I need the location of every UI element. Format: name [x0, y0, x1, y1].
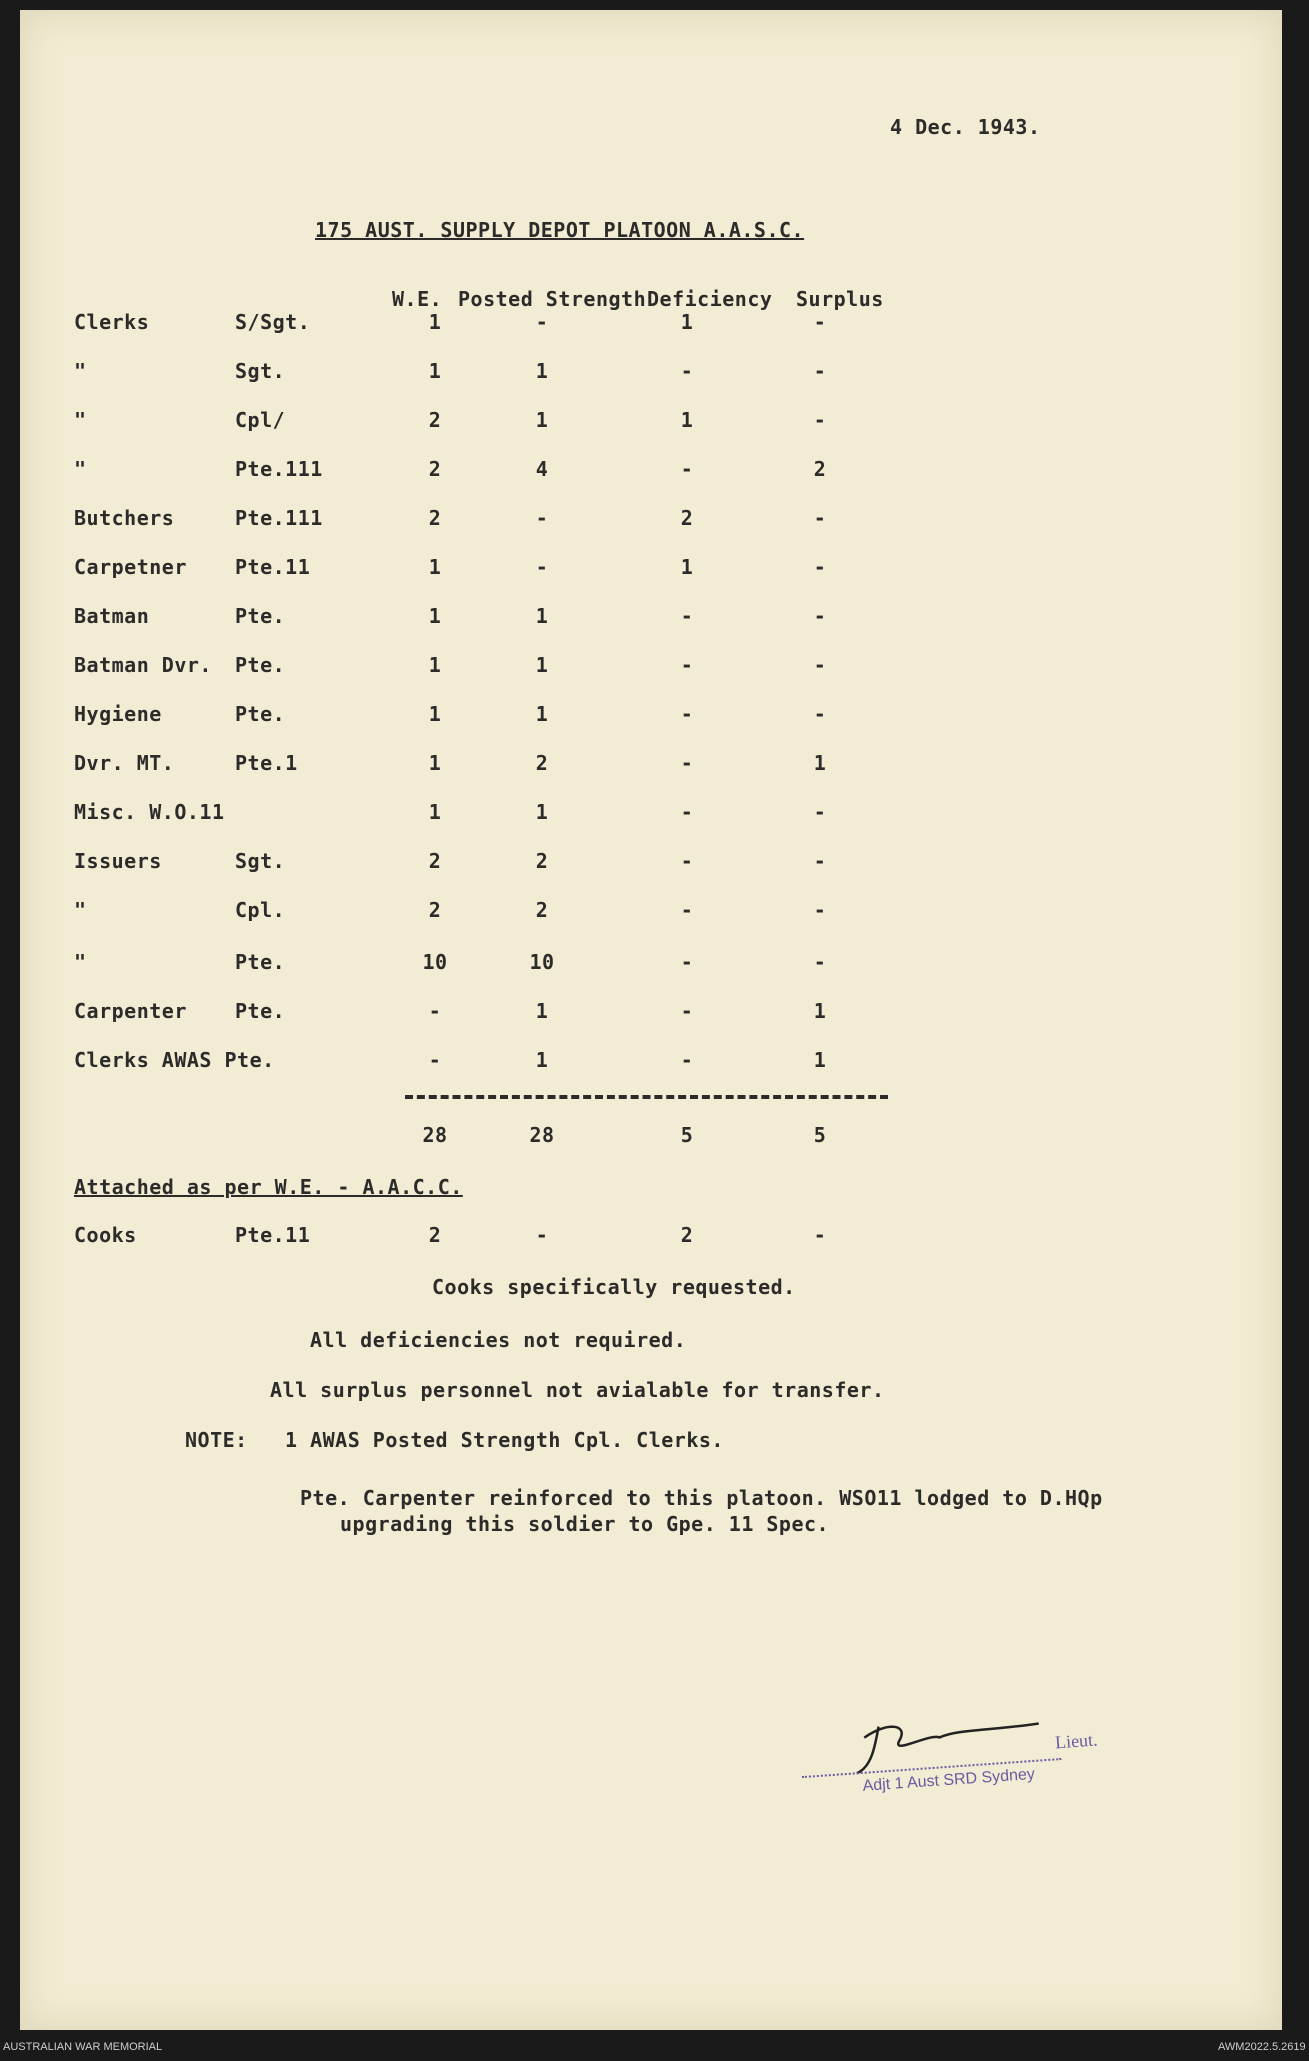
cell-surplus: -	[813, 359, 827, 383]
footer-archive-id: AWM2022.5.2619	[1218, 2041, 1306, 2053]
cell-surplus: -	[813, 800, 827, 824]
cell-deficiency: -	[680, 800, 694, 824]
cell-rank: Sgt.	[235, 849, 286, 873]
total-posted: 28	[529, 1123, 555, 1147]
cell-posted: 1	[535, 702, 549, 726]
cell-rank: Pte.	[235, 702, 286, 726]
header-posted-strength: Posted Strength	[458, 287, 647, 311]
cell-surplus: -	[813, 310, 827, 334]
cell-rank: Cpl/	[235, 408, 286, 432]
cell-posted: -	[535, 310, 549, 334]
cell-trade: Carpenter	[74, 999, 187, 1023]
cell-we: 2	[428, 849, 442, 873]
cell-posted: 1	[535, 800, 549, 824]
cell-posted: 2	[535, 898, 549, 922]
cell-deficiency: -	[680, 898, 694, 922]
note-cooks-requested: Cooks specifically requested.	[432, 1275, 796, 1299]
reinforce-line-1: Pte. Carpenter reinforced to this platoon. WSO11 lodged to D.HQp	[300, 1486, 1103, 1510]
cell-surplus: 1	[813, 999, 827, 1023]
header-deficiency: Deficiency	[647, 287, 773, 311]
cell-posted: 2	[535, 751, 549, 775]
cell-trade: Batman Dvr.	[74, 653, 212, 677]
cell-we: 10	[422, 950, 448, 974]
cell-we: 2	[428, 898, 442, 922]
cell-posted: 2	[535, 849, 549, 873]
footer-archive-name: AUSTRALIAN WAR MEMORIAL	[3, 2041, 163, 2053]
cell-posted: 4	[535, 457, 549, 481]
signature-rank: Lieut.	[1054, 1729, 1099, 1753]
cell-deficiency: -	[680, 653, 694, 677]
document-page	[20, 10, 1282, 2030]
cell-deficiency: -	[680, 457, 694, 481]
cell-we: 1	[428, 702, 442, 726]
totals-rule	[405, 1095, 888, 1099]
cell-we: -	[428, 1048, 442, 1072]
total-we: 28	[422, 1123, 448, 1147]
cell-surplus: -	[813, 898, 827, 922]
cell-rank: Cpl.	[235, 898, 286, 922]
cell-rank: Pte.11	[235, 555, 311, 579]
cell-we: 1	[428, 359, 442, 383]
cell-rank: Pte.1	[235, 751, 298, 775]
reinforce-line-2: upgrading this soldier to Gpe. 11 Spec.	[340, 1512, 830, 1536]
cell-deficiency: 1	[680, 408, 694, 432]
cell-deficiency: -	[680, 849, 694, 873]
cell-trade: Carpetner	[74, 555, 187, 579]
note-label: NOTE:	[185, 1428, 248, 1452]
cell-deficiency: 1	[680, 310, 694, 334]
cell-surplus: -	[813, 408, 827, 432]
cell-posted: -	[535, 555, 549, 579]
cell-trade: Batman	[74, 604, 150, 628]
cell-we: 2	[428, 506, 442, 530]
cell-we: 1	[428, 604, 442, 628]
cell-deficiency: -	[680, 950, 694, 974]
cell-rank: Pte.111	[235, 506, 323, 530]
cell-we: 2	[428, 408, 442, 432]
attached-trade: Cooks	[74, 1223, 137, 1247]
cell-trade: "	[74, 950, 87, 974]
cell-deficiency: -	[680, 999, 694, 1023]
total-deficiency: 5	[680, 1123, 694, 1147]
cell-surplus: -	[813, 950, 827, 974]
cell-we: 1	[428, 751, 442, 775]
cell-deficiency: -	[680, 702, 694, 726]
cell-surplus: -	[813, 849, 827, 873]
cell-trade: "	[74, 408, 87, 432]
cell-surplus: -	[813, 702, 827, 726]
attached-rank: Pte.11	[235, 1223, 311, 1247]
cell-trade: Misc. W.O.11	[74, 800, 225, 824]
document-date: 4 Dec. 1943.	[890, 115, 1041, 139]
attached-heading: Attached as per W.E. - A.A.C.C.	[74, 1175, 463, 1199]
cell-posted: 1	[535, 604, 549, 628]
cell-trade: Butchers	[74, 506, 175, 530]
cell-surplus: 1	[813, 1048, 827, 1072]
attached-we: 2	[428, 1223, 442, 1247]
header-we: W.E.	[392, 287, 443, 311]
cell-trade: "	[74, 898, 87, 922]
cell-we: 1	[428, 310, 442, 334]
cell-we: 1	[428, 555, 442, 579]
cell-deficiency: -	[680, 359, 694, 383]
attached-deficiency: 2	[680, 1223, 694, 1247]
cell-rank: Pte.	[235, 999, 286, 1023]
cell-posted: 10	[529, 950, 555, 974]
cell-rank: S/Sgt.	[235, 310, 311, 334]
cell-rank: Pte.111	[235, 457, 323, 481]
cell-surplus: 2	[813, 457, 827, 481]
cell-deficiency: -	[680, 604, 694, 628]
cell-trade: Clerks AWAS Pte.	[74, 1048, 275, 1072]
cell-we: -	[428, 999, 442, 1023]
cell-we: 1	[428, 653, 442, 677]
cell-deficiency: -	[680, 751, 694, 775]
attached-posted: -	[535, 1223, 549, 1247]
cell-rank: Sgt.	[235, 359, 286, 383]
cell-trade: "	[74, 457, 87, 481]
adjutant-stamp: Adjt 1 Aust SRD Sydney	[862, 1765, 1036, 1795]
note-surplus: All surplus personnel not avialable for transfer.	[270, 1378, 885, 1402]
header-surplus: Surplus	[796, 287, 884, 311]
note-deficiencies: All deficiencies not required.	[310, 1328, 687, 1352]
cell-surplus: -	[813, 604, 827, 628]
cell-posted: -	[535, 506, 549, 530]
cell-trade: Dvr. MT.	[74, 751, 175, 775]
cell-posted: 1	[535, 999, 549, 1023]
cell-rank: Pte.	[235, 653, 286, 677]
attached-surplus: -	[813, 1223, 827, 1247]
cell-we: 2	[428, 457, 442, 481]
cell-surplus: -	[813, 653, 827, 677]
cell-trade: Hygiene	[74, 702, 162, 726]
cell-posted: 1	[535, 653, 549, 677]
cell-surplus: -	[813, 506, 827, 530]
cell-rank: Pte.	[235, 950, 286, 974]
cell-deficiency: 2	[680, 506, 694, 530]
cell-posted: 1	[535, 408, 549, 432]
cell-posted: 1	[535, 1048, 549, 1072]
cell-posted: 1	[535, 359, 549, 383]
cell-trade: "	[74, 359, 87, 383]
cell-trade: Clerks	[74, 310, 150, 334]
cell-trade: Issuers	[74, 849, 162, 873]
cell-we: 1	[428, 800, 442, 824]
cell-surplus: 1	[813, 751, 827, 775]
cell-deficiency: 1	[680, 555, 694, 579]
cell-surplus: -	[813, 555, 827, 579]
note-text: 1 AWAS Posted Strength Cpl. Clerks.	[285, 1428, 724, 1452]
total-surplus: 5	[813, 1123, 827, 1147]
document-title: 175 AUST. SUPPLY DEPOT PLATOON A.A.S.C.	[315, 218, 805, 242]
cell-deficiency: -	[680, 1048, 694, 1072]
cell-rank: Pte.	[235, 604, 286, 628]
